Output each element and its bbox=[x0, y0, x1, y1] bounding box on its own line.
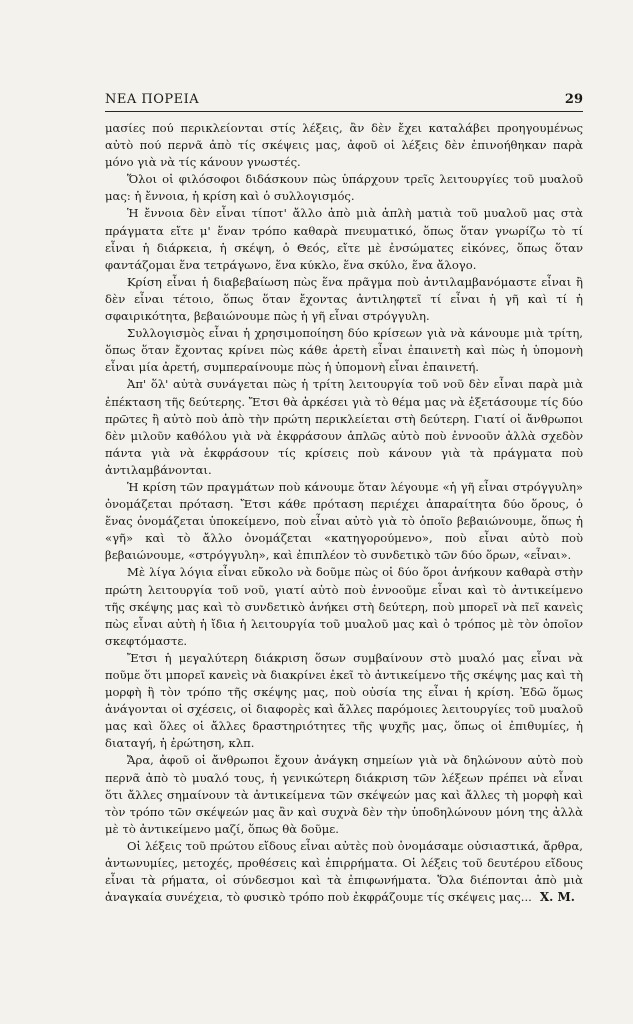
journal-title: ΝΕΑ ΠΟΡΕΙΑ bbox=[105, 92, 200, 107]
paragraph: Ἔτσι ἡ μεγαλύτερη διάκριση ὅσων συμβαίνουν στὸ μυαλό μας εἶναι νὰ ποῦμε ὅτι μπορεῖ κανεὶς νὰ διακρίνει ἐκεῖ τὸ ἀντικείμενο τῆς σκέψης μας καὶ τὴ μορφὴ ἢ τὸν τρόπο τῆς σκέψης μας, ποὺ οὐσία της εἶναι ἡ κρίση. Ἐδῶ ὅμως ἀνάγονται οἱ σχέσεις, οἱ διαφορὲς καὶ ἄλλες παρόμοιες λειτουργίες τοῦ μυαλοῦ μας καὶ ὅλες οἱ ἄλλες δραστηριότητες τῆς ψυχῆς μας, ὅπως οἱ ἐπιθυμίες, ἡ διαταγή, ἡ ἐρώτηση, κλπ. bbox=[105, 650, 583, 751]
running-header bbox=[105, 90, 583, 112]
header-rule bbox=[105, 111, 583, 112]
author-signature: Χ. Μ. bbox=[539, 890, 575, 905]
paragraph: μασίες πού περικλείονται στίς λέξεις, ἂν δὲν ἔχει καταλάβει προηγουμένως αὐτὸ πού περνᾶ ἀπὸ τίς σκέψεις μας, ἀφοῦ οἱ λέξεις δὲν ἐπινοήθηκαν παρὰ μόνο γιὰ νὰ τίς κάνουν γνωστές. bbox=[105, 121, 583, 170]
paragraph: Ὅλοι οἱ φιλόσοφοι διδάσκουν πὼς ὑπάρχουν τρεῖς λειτουργίες τοῦ μυαλοῦ μας: ἡ ἔννοια, ἡ κρίση καὶ ὁ συλλογισμός. bbox=[105, 172, 583, 204]
article-body bbox=[105, 120, 583, 906]
paragraph: Ἡ κρίση τῶν πραγμάτων ποὺ κάνουμε ὅταν λέγουμε «ἡ γῆ εἶναι στρόγγυλη» ὀνομάζεται πρόταση. Ἔτσι κάθε πρόταση περιέχει ἀπαραίτητα δύο ὅρους, ὁ ἕνας ὀνομάζεται ὑποκείμενο, ποὺ εἶναι αὐτὸ γιὰ τὸ ὁποῖο βεβαιώνουμε, ὅπως ἡ «γῆ» καὶ τὸ ἄλλο ὀνομάζεται «κατηγορούμενο», ποὺ εἶναι αὐτὸ ποὺ βεβαιώνουμε, «στρόγγυλη», καὶ ἐπιπλέον τὸ συνδετικὸ τῶν δύο ὅρων, «εἶναι». bbox=[105, 479, 583, 563]
paragraph: Κρίση εἶναι ἡ διαβεβαίωση πὼς ἕνα πρᾶγμα ποὺ ἀντιλαμβανόμαστε εἶναι ἢ δὲν εἶναι τέτοιο, ὅπως ὅταν ἔχοντας ἀντιληφτεῖ τί εἶναι ἡ γῆ καὶ τί ἡ σφαιρικότητα, βεβαιώνουμε πὼς ἡ γῆ εἶναι στρόγγυλη. bbox=[105, 274, 583, 324]
paragraph: Ἄρα, ἀφοῦ οἱ ἄνθρωποι ἔχουν ἀνάγκη σημείων γιὰ νὰ δηλώνουν αὐτὸ ποὺ περνᾶ ἀπὸ τὸ μυαλό τους, ἡ γενικώτερη διάκριση τῶν λέξεων πρέπει νὰ εἶναι ὅτι ἄλλες σημαίνουν τὰ ἀντικείμενα τῶν σκέψεών μας καὶ ἄλλες τὴ μορφὴ καὶ τὸν τρόπο τῶν σκέψεών μας ἂν καὶ συχνὰ δὲν τὴν ὑποδηλώνουν μόνη της ἀλλὰ μὲ τὸ ἀντικείμενο μαζί, ὅπως θὰ δοῦμε. bbox=[105, 753, 583, 836]
paragraph: Οἱ λέξεις τοῦ πρώτου εἴδους εἶναι αὐτὲς ποὺ ὀνομάσαμε οὐσιαστικά, ἄρθρα, ἀντωνυμίες, μετοχές, προθέσεις καὶ ἐπιρρήματα. Οἱ λέξεις τοῦ δευτέρου εἴδους εἶναι τὰ ρήματα, οἱ σύνδεσμοι καὶ τὰ ἐπιφωνήματα. Ὅλα διέπονται ἀπὸ μιὰ ἀναγκαία συνέχεια, τὸ φυσικὸ τρόπο ποὺ ἐκφράζουμε τίς σκέψεις μας... bbox=[105, 838, 583, 905]
paragraph: Συλλογισμὸς εἶναι ἡ χρησιμοποίηση δύο κρίσεων γιὰ νὰ κάνουμε μιὰ τρίτη, ὅπως ὅταν ἔχοντας κρίνει πὼς κάθε ἀρετὴ εἶναι ἐπαινετὴ καὶ πὼς ἡ ὑπομονὴ εἶναι μία ἀρετή, συμπεραίνουμε πὼς ἡ ὑπομονὴ εἶναι ἐπαινετή. bbox=[105, 326, 583, 375]
paragraph: Ἀπ' ὅλ' αὐτὰ συνάγεται πὼς ἡ τρίτη λειτουργία τοῦ νοῦ δὲν εἶναι παρὰ μιὰ ἐπέκταση τῆς δεύτερης. Ἔτσι θὰ ἀρκέσει γιὰ τὸ θέμα μας νὰ ἐξετάσουμε τίς δύο πρῶτες ἢ αὐτὸ ποὺ ἀπὸ τὴν πρώτη περικλείεται στὴ δεύτερη. Γιατί οἱ ἄνθρωποι δὲν μιλοῦν καθόλου γιὰ νὰ ἐκφράσουν ἁπλῶς αὐτὸ ποὺ ἐννοοῦν ἀλλὰ σχεδὸν πάντα γιὰ νὰ ἐκφράσουν τίς κρίσεις ποὺ κάνουν γιὰ τὰ πράγματα ποὺ ἀντιλαμβάνονται. bbox=[105, 377, 583, 477]
paragraph: Ἡ ἔννοια δὲν εἶναι τίποτ' ἄλλο ἀπὸ μιὰ ἁπλὴ ματιὰ τοῦ μυαλοῦ μας στὰ πράγματα εἴτε μ' ἕναν τρόπο καθαρὰ πνευματικό, ὅπως ὅταν γνωρίζω τὸ τί εἶναι ἡ διάρκεια, ἡ σκέψη, ὁ Θεός, εἴτε μὲ ἐνσώματες εἰκόνες, ὅπως ὅταν φαντάζομαι ἕνα τετράγωνο, ἕνα κύκλο, ἕνα σκύλο, ἕνα ἄλογο. bbox=[105, 206, 583, 272]
page-number: 29 bbox=[564, 92, 583, 107]
paragraph: Μὲ λίγα λόγια εἶναι εὔκολο νὰ δοῦμε πὼς οἱ δύο ὅροι ἀνήκουν καθαρὰ στὴν πρώτη λειτουργία τοῦ νοῦ, γιατί αὐτὸ ποὺ ἐννοοῦμε εἶναι καὶ τὸ ἀντικείμενο τῆς σκέψης μας καὶ τὸ συνδετικὸ ἀνήκει στὴ δεύτερη, ποὺ μπορεῖ νὰ πεῖ κανεὶς πὼς εἶναι αὐτὴ ἡ ἴδια ἡ λειτουργία τοῦ μυαλοῦ μας καὶ ὁ τρόπος μὲ τὸν ὁποῖον σκεφτόμαστε. bbox=[105, 565, 583, 648]
